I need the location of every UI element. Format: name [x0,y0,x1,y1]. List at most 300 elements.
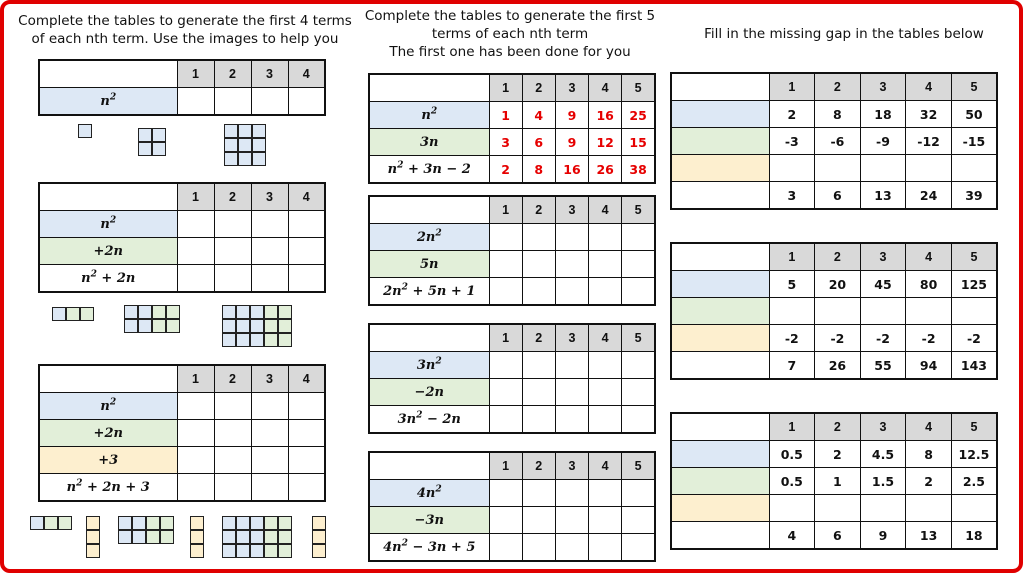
middle-instruction-line1: Complete the tables to generate the first 5 [364,8,656,24]
middle-table-1 [368,73,656,184]
value-cell: 9 [860,522,906,550]
answer-cell[interactable] [815,155,861,182]
header-cell: 4 [288,365,325,393]
right-table-3 [670,412,998,550]
header-cell: 3 [555,324,588,352]
answer-cell[interactable] [522,224,555,251]
answer-cell[interactable] [589,224,622,251]
answer-cell[interactable] [815,495,861,522]
answer-cell[interactable] [214,474,251,502]
table-header-row [671,413,997,441]
middle-table-3 [368,323,656,434]
answer-cell: 38 [622,156,655,184]
value-cell: 143 [951,352,997,380]
value-cell: 4 [769,522,815,550]
table-row [39,393,325,420]
answer-cell[interactable] [622,480,655,507]
value-cell: 6 [815,182,861,210]
row-label: −3n [369,507,489,534]
header-cell: 5 [622,74,655,102]
answer-cell[interactable] [288,474,325,502]
answer-cell[interactable] [589,251,622,278]
table-row [369,352,655,379]
table-header-row [369,196,655,224]
answer-cell[interactable] [860,298,906,325]
header-cell: 4 [589,196,622,224]
header-cell: 2 [815,73,861,101]
answer-cell[interactable] [622,251,655,278]
value-cell: -2 [860,325,906,352]
answer-cell[interactable] [522,406,555,434]
answer-cell[interactable] [288,393,325,420]
header-cell: 1 [177,60,214,88]
middle-instruction-line2: terms of each nth term [431,26,589,42]
header-cell: 4 [589,452,622,480]
value-cell: 0.5 [769,441,815,468]
answer-cell[interactable] [288,211,325,238]
answer-cell[interactable] [622,534,655,562]
row-label: $n^2 + 3n - 2$ [369,156,489,184]
answer-cell: 16 [555,156,588,184]
middle-instruction-line3: The first one has been done for you [389,44,631,60]
row-label: $2n^2 + 5n + 1$ [369,278,489,306]
value-cell: 26 [815,352,861,380]
row-label: −2n [369,379,489,406]
value-cell: 125 [951,271,997,298]
answer-cell[interactable] [251,474,288,502]
table-row [671,298,997,325]
table-row [369,278,655,306]
table-row [369,102,655,129]
value-cell: 2 [815,441,861,468]
header-cell: 3 [555,196,588,224]
row-label: +2n [39,420,177,447]
answer-cell[interactable] [251,393,288,420]
header-cell: 3 [251,60,288,88]
table-row [369,406,655,434]
answer-cell[interactable] [622,352,655,379]
row-label: $n^2 + 2n$ [39,265,177,293]
left-instruction [6,12,364,48]
answer-cell[interactable] [522,278,555,306]
answer-cell[interactable] [214,420,251,447]
answer-cell[interactable] [555,406,588,434]
answer-cell: 1 [489,102,522,129]
row-label[interactable] [671,468,769,495]
answer-cell[interactable] [589,406,622,434]
row-label[interactable] [671,325,769,352]
corner-cell [671,73,769,101]
corner-cell [39,365,177,393]
value-cell: 8 [815,101,861,128]
value-cell: -3 [769,128,815,155]
answer-cell[interactable] [288,265,325,293]
answer-cell[interactable] [622,507,655,534]
header-cell: 5 [951,413,997,441]
row-label: $n^2 + 2n + 3$ [39,474,177,502]
value-cell: 39 [951,182,997,210]
header-cell: 5 [622,196,655,224]
answer-cell: 26 [589,156,622,184]
header-cell: 5 [951,73,997,101]
header-cell: 3 [555,452,588,480]
table-row [39,238,325,265]
header-cell: 2 [214,365,251,393]
corner-cell [671,243,769,271]
answer-cell[interactable] [288,88,325,116]
header-cell: 3 [251,183,288,211]
value-cell: 50 [951,101,997,128]
header-cell: 1 [769,413,815,441]
answer-cell[interactable] [555,278,588,306]
answer-cell: 8 [522,156,555,184]
value-cell: 55 [860,352,906,380]
answer-cell[interactable] [589,352,622,379]
value-cell: 12.5 [951,441,997,468]
answer-cell[interactable] [769,495,815,522]
table-header-row [369,324,655,352]
row-label[interactable] [671,155,769,182]
answer-cell[interactable] [288,238,325,265]
answer-cell[interactable] [177,474,214,502]
header-cell: 4 [288,60,325,88]
right-instruction: Fill in the missing gap in the tables below [704,26,984,42]
row-label: $4n^2 - 3n + 5$ [369,534,489,562]
answer-cell[interactable] [251,420,288,447]
answer-cell[interactable] [489,224,522,251]
header-cell: 2 [214,183,251,211]
table-row [39,211,325,238]
table-header-row [39,183,325,211]
corner-cell [369,324,489,352]
row-label[interactable] [671,522,769,550]
answer-cell[interactable] [489,507,522,534]
value-cell: 7 [769,352,815,380]
header-cell: 1 [489,74,522,102]
answer-cell[interactable] [214,393,251,420]
row-label[interactable] [671,495,769,522]
answer-cell[interactable] [288,420,325,447]
row-label: $3n^2 - 2n$ [369,406,489,434]
row-label: $2n^2$ [369,224,489,251]
header-cell: 3 [860,413,906,441]
row-label[interactable] [671,271,769,298]
value-cell: 13 [860,182,906,210]
value-cell: 2.5 [951,468,997,495]
corner-cell [369,74,489,102]
answer-cell[interactable] [555,224,588,251]
answer-cell: 15 [622,129,655,156]
value-cell: -2 [951,325,997,352]
row-label: $n^2$ [369,102,489,129]
row-label: 3n [369,129,489,156]
answer-cell[interactable] [622,278,655,306]
table-row [39,474,325,502]
header-cell: 5 [622,324,655,352]
header-cell: 3 [555,74,588,102]
answer-cell[interactable] [522,379,555,406]
value-cell: 3 [769,182,815,210]
table-header-row [39,365,325,393]
header-cell: 3 [860,73,906,101]
value-cell: 24 [906,182,952,210]
header-cell: 2 [522,74,555,102]
table-row [39,88,325,116]
answer-cell[interactable] [489,534,522,562]
row-label: $3n^2$ [369,352,489,379]
answer-cell[interactable] [522,534,555,562]
row-label: 5n [369,251,489,278]
row-label: $n^2$ [39,88,177,116]
answer-cell[interactable] [951,155,997,182]
answer-cell[interactable] [589,534,622,562]
header-cell: 4 [288,183,325,211]
answer-cell[interactable] [214,447,251,474]
answer-cell[interactable] [589,278,622,306]
answer-cell[interactable] [815,298,861,325]
table-row [671,101,997,128]
answer-cell[interactable] [251,238,288,265]
value-cell: 8 [906,441,952,468]
header-cell: 4 [589,74,622,102]
answer-cell: 12 [589,129,622,156]
table-row [369,251,655,278]
row-label: $n^2$ [39,393,177,420]
value-cell: -12 [906,128,952,155]
answer-cell[interactable] [555,352,588,379]
value-cell: -6 [815,128,861,155]
answer-cell[interactable] [251,447,288,474]
value-cell: 1 [815,468,861,495]
row-label: +3 [39,447,177,474]
right-table-2 [670,242,998,380]
answer-cell[interactable] [589,379,622,406]
header-cell: 1 [177,365,214,393]
header-cell: 2 [815,243,861,271]
header-cell: 3 [251,365,288,393]
header-cell: 5 [951,243,997,271]
middle-instruction [356,7,664,61]
value-cell: 32 [906,101,952,128]
answer-cell[interactable] [489,406,522,434]
answer-cell[interactable] [489,278,522,306]
answer-cell[interactable] [522,352,555,379]
header-cell: 2 [815,413,861,441]
table-row [671,325,997,352]
answer-cell[interactable] [769,155,815,182]
answer-cell[interactable] [214,238,251,265]
answer-cell[interactable] [177,420,214,447]
answer-cell[interactable] [177,211,214,238]
header-cell: 2 [522,324,555,352]
corner-cell [671,413,769,441]
answer-cell[interactable] [555,480,588,507]
corner-cell [39,183,177,211]
answer-cell[interactable] [522,480,555,507]
value-cell: 0.5 [769,468,815,495]
answer-cell[interactable] [951,298,997,325]
header-cell: 4 [906,243,952,271]
header-cell: 1 [489,196,522,224]
middle-table-2 [368,195,656,306]
header-cell: 4 [589,324,622,352]
value-cell: 18 [860,101,906,128]
table-row [671,352,997,380]
answer-cell[interactable] [860,155,906,182]
value-cell: 45 [860,271,906,298]
table-header-row [39,60,325,88]
answer-cell[interactable] [177,447,214,474]
row-label[interactable] [671,352,769,380]
value-cell: -9 [860,128,906,155]
table-row [39,420,325,447]
left-table-2 [38,182,326,293]
answer-cell[interactable] [489,251,522,278]
answer-cell[interactable] [555,507,588,534]
table-row [369,129,655,156]
answer-cell[interactable] [555,379,588,406]
answer-cell[interactable] [622,379,655,406]
value-cell: 1.5 [860,468,906,495]
header-cell: 2 [522,196,555,224]
corner-cell [39,60,177,88]
answer-cell[interactable] [251,265,288,293]
value-cell: 2 [906,468,952,495]
table-row [671,522,997,550]
table-row [671,271,997,298]
header-cell: 5 [622,452,655,480]
answer-cell: 6 [522,129,555,156]
answer-cell[interactable] [251,88,288,116]
value-cell: 20 [815,271,861,298]
row-label[interactable] [671,128,769,155]
answer-cell[interactable] [906,495,952,522]
answer-cell[interactable] [177,393,214,420]
table-row [671,468,997,495]
left-instruction-line1: Complete the tables to generate the first 4 terms [18,13,352,29]
left-table-1 [38,59,326,116]
value-cell: 6 [815,522,861,550]
value-cell: 5 [769,271,815,298]
value-cell: -2 [906,325,952,352]
table-row [369,534,655,562]
answer-cell[interactable] [555,534,588,562]
answer-cell[interactable] [951,495,997,522]
header-cell: 3 [860,243,906,271]
answer-cell[interactable] [522,251,555,278]
row-label: +2n [39,238,177,265]
corner-cell [369,452,489,480]
answer-cell: 9 [555,102,588,129]
row-label[interactable] [671,101,769,128]
answer-cell: 4 [522,102,555,129]
value-cell: 13 [906,522,952,550]
answer-cell: 16 [589,102,622,129]
table-header-row [671,73,997,101]
answer-cell[interactable] [589,480,622,507]
header-cell: 1 [489,324,522,352]
table-row [39,265,325,293]
table-header-row [369,452,655,480]
table-row [369,156,655,184]
answer-cell[interactable] [906,298,952,325]
table-row [369,224,655,251]
header-cell: 1 [489,452,522,480]
table-row [671,495,997,522]
answer-cell[interactable] [522,507,555,534]
answer-cell[interactable] [288,447,325,474]
table-row [671,128,997,155]
left-instruction-line2: of each nth term. Use the images to help you [31,31,339,47]
answer-cell[interactable] [555,251,588,278]
table-row [39,447,325,474]
row-label[interactable] [671,182,769,210]
corner-cell [369,196,489,224]
answer-cell[interactable] [589,507,622,534]
left-table-3 [38,364,326,502]
value-cell: -2 [815,325,861,352]
row-label: $n^2$ [39,211,177,238]
table-row [369,480,655,507]
header-cell: 2 [522,452,555,480]
value-cell: 4.5 [860,441,906,468]
row-label[interactable] [671,441,769,468]
answer-cell[interactable] [489,379,522,406]
header-cell: 4 [906,413,952,441]
header-cell: 4 [906,73,952,101]
answer-cell[interactable] [251,211,288,238]
answer-cell[interactable] [906,155,952,182]
row-label: $4n^2$ [369,480,489,507]
answer-cell: 2 [489,156,522,184]
table-row [671,155,997,182]
answer-cell[interactable] [177,88,214,116]
value-cell: 80 [906,271,952,298]
value-cell: 18 [951,522,997,550]
answer-cell[interactable] [177,265,214,293]
answer-cell[interactable] [214,88,251,116]
header-cell: 1 [769,243,815,271]
table-row [369,507,655,534]
table-row [369,379,655,406]
row-label[interactable] [671,298,769,325]
answer-cell[interactable] [177,238,214,265]
header-cell: 2 [214,60,251,88]
right-table-1 [670,72,998,210]
answer-cell[interactable] [769,298,815,325]
middle-table-4 [368,451,656,562]
answer-cell: 9 [555,129,588,156]
answer-cell[interactable] [489,480,522,507]
table-row [671,441,997,468]
answer-cell[interactable] [489,352,522,379]
answer-cell[interactable] [214,265,251,293]
value-cell: -15 [951,128,997,155]
answer-cell[interactable] [214,211,251,238]
answer-cell[interactable] [622,224,655,251]
header-cell: 1 [769,73,815,101]
value-cell: 94 [906,352,952,380]
value-cell: 2 [769,101,815,128]
header-cell: 1 [177,183,214,211]
table-row [671,182,997,210]
answer-cell: 25 [622,102,655,129]
answer-cell[interactable] [622,406,655,434]
answer-cell[interactable] [860,495,906,522]
table-header-row [369,74,655,102]
table-header-row [671,243,997,271]
answer-cell: 3 [489,129,522,156]
